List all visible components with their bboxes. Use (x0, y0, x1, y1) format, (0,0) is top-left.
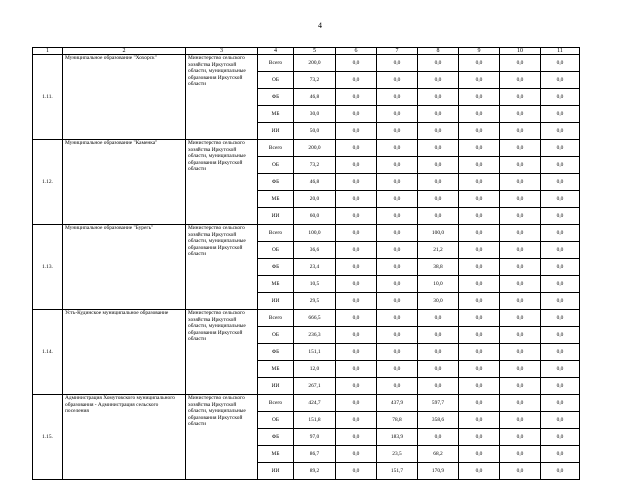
organization-name: Муниципальное образование "Хохорск" (63, 55, 186, 140)
column-number: 8 (418, 48, 459, 55)
funding-source: ИИ (258, 293, 294, 310)
amount-cell: 0,0 (377, 361, 418, 378)
amount-cell: 0,0 (377, 293, 418, 310)
amount-cell: 183,9 (377, 429, 418, 446)
funding-source: ОБ (258, 412, 294, 429)
responsible-ministry: Министерство сельского хозяйства Иркутской области, муниципальные образования Иркутской области (186, 395, 258, 480)
funding-source: МБ (258, 191, 294, 208)
amount-cell: 0,0 (541, 446, 580, 463)
amount-cell: 0,0 (459, 72, 500, 89)
amount-cell: 10,0 (418, 276, 459, 293)
amount-cell: 0,0 (541, 89, 580, 106)
amount-cell: 0,0 (541, 344, 580, 361)
amount-cell: 0,0 (541, 361, 580, 378)
amount-cell: 0,0 (418, 361, 459, 378)
amount-cell: 0,0 (500, 89, 541, 106)
amount-cell: 100,0 (418, 225, 459, 242)
amount-cell: 23,4 (294, 259, 336, 276)
amount-cell: 0,0 (336, 276, 377, 293)
funding-source: ОБ (258, 157, 294, 174)
amount-cell: 0,0 (336, 55, 377, 72)
amount-cell: 0,0 (377, 55, 418, 72)
amount-cell: 0,0 (459, 225, 500, 242)
amount-cell: 0,0 (336, 157, 377, 174)
amount-cell: 0,0 (459, 55, 500, 72)
amount-cell: 0,0 (500, 327, 541, 344)
amount-cell: 0,0 (500, 310, 541, 327)
amount-cell: 0,0 (500, 174, 541, 191)
amount-cell: 0,0 (459, 140, 500, 157)
responsible-ministry: Министерство сельского хозяйства Иркутской области, муниципальные образования Иркутской области (186, 55, 258, 140)
amount-cell: 0,0 (459, 123, 500, 140)
amount-cell: 0,0 (336, 361, 377, 378)
amount-cell: 0,0 (500, 259, 541, 276)
amount-cell: 0,0 (418, 157, 459, 174)
amount-cell: 0,0 (541, 412, 580, 429)
funding-source: Всего (258, 55, 294, 72)
amount-cell: 0,0 (377, 344, 418, 361)
amount-cell: 0,0 (336, 72, 377, 89)
amount-cell: 0,0 (336, 293, 377, 310)
amount-cell: 0,0 (541, 310, 580, 327)
amount-cell: 0,0 (459, 344, 500, 361)
amount-cell: 0,0 (459, 361, 500, 378)
amount-cell: 0,0 (336, 259, 377, 276)
amount-cell: 100,0 (294, 225, 336, 242)
amount-cell: 0,0 (500, 344, 541, 361)
amount-cell: 0,0 (500, 191, 541, 208)
amount-cell: 0,0 (541, 140, 580, 157)
amount-cell: 0,0 (541, 123, 580, 140)
organization-name: Администрация Хомутовского муниципального образования - Администрация сельского поселения (63, 395, 186, 480)
amount-cell: 60,0 (294, 208, 336, 225)
amount-cell: 0,0 (459, 395, 500, 412)
amount-cell: 200,0 (294, 140, 336, 157)
amount-cell: 12,0 (294, 361, 336, 378)
amount-cell: 23,5 (377, 446, 418, 463)
amount-cell: 0,0 (377, 259, 418, 276)
funding-source: Всего (258, 310, 294, 327)
amount-cell: 0,0 (459, 446, 500, 463)
amount-cell: 0,0 (500, 412, 541, 429)
amount-cell: 0,0 (500, 157, 541, 174)
amount-cell: 89,2 (294, 463, 336, 480)
amount-cell: 46,8 (294, 89, 336, 106)
amount-cell: 0,0 (459, 412, 500, 429)
amount-cell: 0,0 (377, 191, 418, 208)
amount-cell: 0,0 (336, 327, 377, 344)
amount-cell: 0,0 (377, 208, 418, 225)
amount-cell: 0,0 (459, 429, 500, 446)
amount-cell: 0,0 (418, 140, 459, 157)
organization-name: Муниципальное образование "Бурегь" (63, 225, 186, 310)
amount-cell: 29,5 (294, 293, 336, 310)
amount-cell: 358,6 (418, 412, 459, 429)
amount-cell: 267,1 (294, 378, 336, 395)
amount-cell: 0,0 (377, 378, 418, 395)
amount-cell: 0,0 (500, 361, 541, 378)
amount-cell: 78,8 (377, 412, 418, 429)
amount-cell: 0,0 (541, 55, 580, 72)
amount-cell: 0,0 (336, 242, 377, 259)
funding-source: МБ (258, 276, 294, 293)
amount-cell: 0,0 (541, 72, 580, 89)
amount-cell: 20,0 (294, 191, 336, 208)
amount-cell: 0,0 (418, 106, 459, 123)
row-index: 1.15. (33, 395, 63, 480)
amount-cell: 0,0 (459, 378, 500, 395)
amount-cell: 170,9 (418, 463, 459, 480)
table-row (33, 310, 580, 327)
amount-cell: 151,1 (294, 344, 336, 361)
amount-cell: 0,0 (500, 446, 541, 463)
amount-cell: 0,0 (418, 72, 459, 89)
amount-cell: 0,0 (418, 89, 459, 106)
amount-cell: 0,0 (336, 191, 377, 208)
amount-cell: 73,2 (294, 72, 336, 89)
column-number: 4 (258, 48, 294, 55)
column-number: 1 (33, 48, 63, 55)
amount-cell: 0,0 (541, 378, 580, 395)
amount-cell: 0,0 (500, 395, 541, 412)
table-row (33, 395, 580, 412)
amount-cell: 0,0 (336, 123, 377, 140)
amount-cell: 0,0 (459, 310, 500, 327)
column-number-row (33, 48, 580, 55)
funding-source: Всего (258, 225, 294, 242)
organization-name: Муниципальное образование "Каменка" (63, 140, 186, 225)
column-number: 7 (377, 48, 418, 55)
amount-cell: 0,0 (377, 157, 418, 174)
amount-cell: 0,0 (459, 191, 500, 208)
amount-cell: 0,0 (418, 123, 459, 140)
amount-cell: 30,0 (418, 293, 459, 310)
funding-source: ФБ (258, 89, 294, 106)
amount-cell: 0,0 (377, 140, 418, 157)
amount-cell: 0,0 (541, 225, 580, 242)
amount-cell: 0,0 (541, 463, 580, 480)
amount-cell: 0,0 (500, 293, 541, 310)
amount-cell: 0,0 (459, 259, 500, 276)
amount-cell: 0,0 (459, 463, 500, 480)
amount-cell: 50,0 (294, 123, 336, 140)
amount-cell: 151,8 (294, 412, 336, 429)
funding-source: ФБ (258, 259, 294, 276)
amount-cell: 0,0 (336, 310, 377, 327)
amount-cell: 0,0 (500, 429, 541, 446)
column-number: 5 (294, 48, 336, 55)
table-row (33, 225, 580, 242)
amount-cell: 86,7 (294, 446, 336, 463)
amount-cell: 21,2 (418, 242, 459, 259)
amount-cell: 0,0 (459, 106, 500, 123)
amount-cell: 0,0 (541, 208, 580, 225)
amount-cell: 0,0 (336, 140, 377, 157)
amount-cell: 0,0 (418, 310, 459, 327)
amount-cell: 0,0 (459, 157, 500, 174)
amount-cell: 437,9 (377, 395, 418, 412)
amount-cell: 0,0 (336, 463, 377, 480)
responsible-ministry: Министерство сельского хозяйства Иркутской области, муниципальные образования Иркутской области (186, 140, 258, 225)
amount-cell: 36,6 (294, 242, 336, 259)
column-number: 6 (336, 48, 377, 55)
amount-cell: 0,0 (418, 327, 459, 344)
row-index: 1.14. (33, 310, 63, 395)
amount-cell: 0,0 (541, 276, 580, 293)
amount-cell: 0,0 (500, 72, 541, 89)
amount-cell: 0,0 (500, 140, 541, 157)
responsible-ministry: Министерство сельского хозяйства Иркутской области, муниципальные образования Иркутской области (186, 310, 258, 395)
amount-cell: 0,0 (377, 327, 418, 344)
amount-cell: 68,2 (418, 446, 459, 463)
amount-cell: 0,0 (541, 106, 580, 123)
amount-cell: 0,0 (336, 429, 377, 446)
amount-cell: 73,2 (294, 157, 336, 174)
amount-cell: 0,0 (336, 174, 377, 191)
funding-source: ИИ (258, 378, 294, 395)
amount-cell: 0,0 (418, 174, 459, 191)
amount-cell: 0,0 (541, 327, 580, 344)
funding-source: ИИ (258, 123, 294, 140)
funding-source: ФБ (258, 429, 294, 446)
column-number: 11 (541, 48, 580, 55)
amount-cell: 0,0 (459, 276, 500, 293)
amount-cell: 0,0 (500, 463, 541, 480)
amount-cell: 0,0 (418, 429, 459, 446)
amount-cell: 0,0 (377, 89, 418, 106)
amount-cell: 10,5 (294, 276, 336, 293)
row-index: 1.12. (33, 140, 63, 225)
amount-cell: 0,0 (377, 242, 418, 259)
amount-cell: 151,7 (377, 463, 418, 480)
column-number: 10 (500, 48, 541, 55)
amount-cell: 30,0 (294, 106, 336, 123)
funding-source: МБ (258, 361, 294, 378)
amount-cell: 0,0 (418, 378, 459, 395)
funding-source: Всего (258, 140, 294, 157)
amount-cell: 0,0 (541, 174, 580, 191)
amount-cell: 0,0 (541, 429, 580, 446)
amount-cell: 0,0 (459, 89, 500, 106)
amount-cell: 0,0 (377, 106, 418, 123)
amount-cell: 97,0 (294, 429, 336, 446)
funding-source: Всего (258, 395, 294, 412)
amount-cell: 0,0 (459, 327, 500, 344)
row-index: 1.11. (33, 55, 63, 140)
amount-cell: 0,0 (377, 225, 418, 242)
amount-cell: 0,0 (541, 259, 580, 276)
amount-cell: 597,7 (418, 395, 459, 412)
amount-cell: 0,0 (336, 89, 377, 106)
amount-cell: 0,0 (541, 242, 580, 259)
column-number: 3 (186, 48, 258, 55)
amount-cell: 0,0 (418, 55, 459, 72)
amount-cell: 0,0 (500, 106, 541, 123)
amount-cell: 0,0 (336, 378, 377, 395)
column-number: 2 (63, 48, 186, 55)
amount-cell: 0,0 (377, 310, 418, 327)
amount-cell: 0,0 (418, 344, 459, 361)
funding-source: ИИ (258, 463, 294, 480)
amount-cell: 46,8 (294, 174, 336, 191)
amount-cell: 0,0 (500, 123, 541, 140)
amount-cell: 0,0 (336, 344, 377, 361)
amount-cell: 0,0 (500, 55, 541, 72)
amount-cell: 424,7 (294, 395, 336, 412)
amount-cell: 0,0 (418, 208, 459, 225)
funding-source: ФБ (258, 344, 294, 361)
amount-cell: 0,0 (336, 412, 377, 429)
amount-cell: 0,0 (377, 72, 418, 89)
amount-cell: 666,5 (294, 310, 336, 327)
amount-cell: 200,0 (294, 55, 336, 72)
table-row (33, 55, 580, 72)
amount-cell: 0,0 (500, 225, 541, 242)
amount-cell: 0,0 (459, 293, 500, 310)
amount-cell: 0,0 (500, 208, 541, 225)
funding-source: ИИ (258, 208, 294, 225)
amount-cell: 0,0 (459, 242, 500, 259)
organization-name: Усть-Кудинское муниципальное образование (63, 310, 186, 395)
funding-source: МБ (258, 446, 294, 463)
table-row (33, 140, 580, 157)
funding-source: ОБ (258, 327, 294, 344)
amount-cell: 0,0 (459, 174, 500, 191)
amount-cell: 0,0 (336, 446, 377, 463)
funding-source: ОБ (258, 72, 294, 89)
budget-table (32, 47, 580, 480)
amount-cell: 0,0 (500, 378, 541, 395)
amount-cell: 0,0 (336, 225, 377, 242)
amount-cell: 0,0 (541, 293, 580, 310)
funding-source: МБ (258, 106, 294, 123)
amount-cell: 0,0 (459, 208, 500, 225)
amount-cell: 0,0 (541, 191, 580, 208)
amount-cell: 0,0 (377, 123, 418, 140)
amount-cell: 0,0 (418, 191, 459, 208)
amount-cell: 0,0 (541, 395, 580, 412)
funding-source: ОБ (258, 242, 294, 259)
funding-source: ФБ (258, 174, 294, 191)
row-index: 1.13. (33, 225, 63, 310)
amount-cell: 0,0 (377, 174, 418, 191)
amount-cell: 0,0 (500, 276, 541, 293)
amount-cell: 38,8 (418, 259, 459, 276)
amount-cell: 0,0 (336, 395, 377, 412)
responsible-ministry: Министерство сельского хозяйства Иркутской области, муниципальные образования Иркутской области (186, 225, 258, 310)
amount-cell: 0,0 (541, 157, 580, 174)
column-number: 9 (459, 48, 500, 55)
amount-cell: 0,0 (336, 106, 377, 123)
amount-cell: 236,3 (294, 327, 336, 344)
amount-cell: 0,0 (377, 276, 418, 293)
page-number: 4 (318, 21, 322, 30)
amount-cell: 0,0 (336, 208, 377, 225)
amount-cell: 0,0 (500, 242, 541, 259)
